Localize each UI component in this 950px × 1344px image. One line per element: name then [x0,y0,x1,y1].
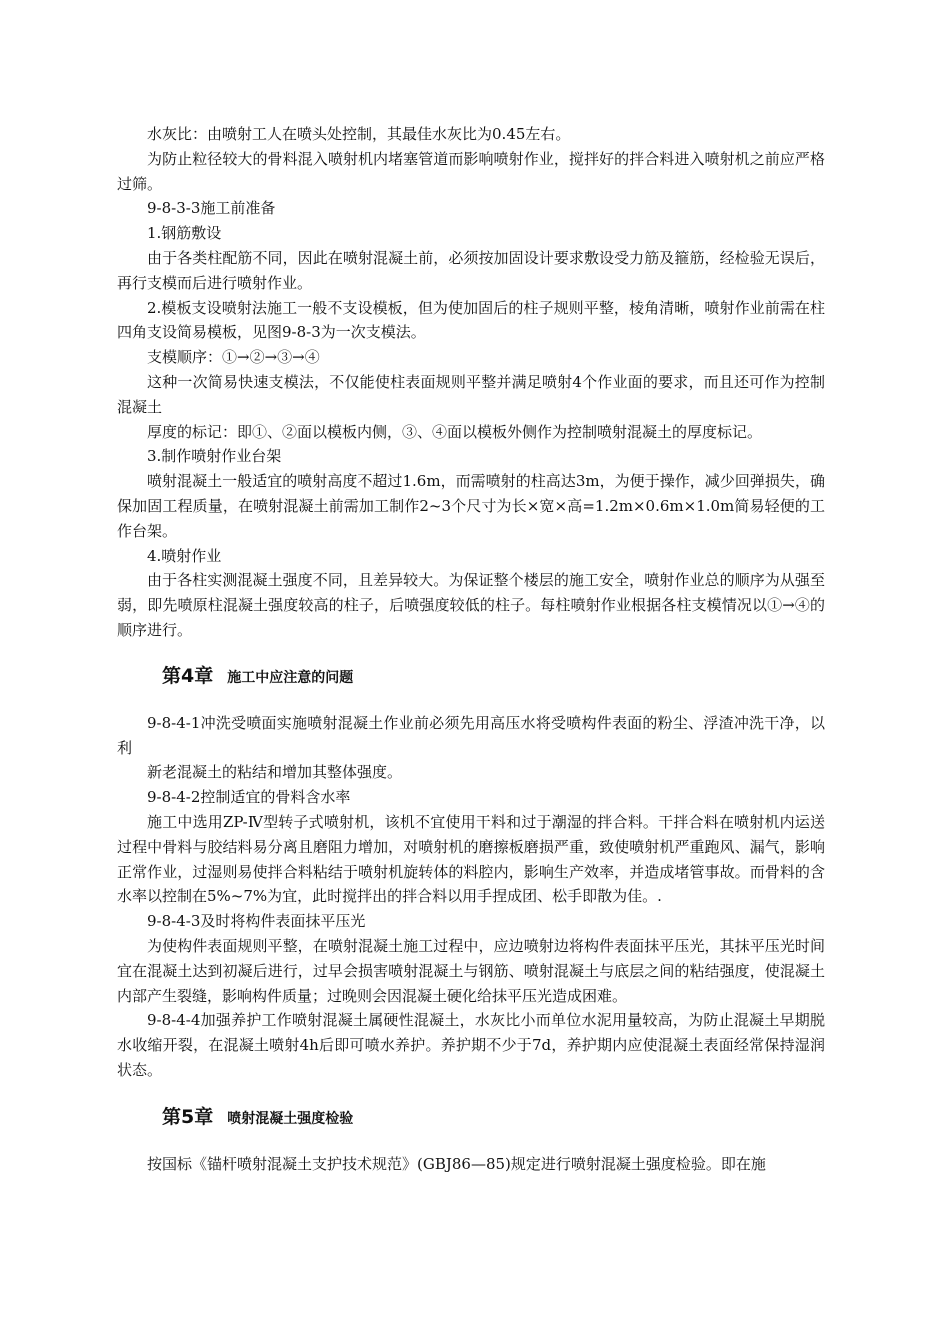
chapter-number: 第4章 [162,664,214,687]
chapter-title: 施工中应注意的问题 [227,669,354,686]
paragraph: 由于各类柱配筋不同，因此在喷射混凝土前，必须按加固设计要求敷设受力筋及箍筋，经检验无误后，再行支模而后进行喷射作业。 [117,248,825,292]
paragraph: 按国标《锚杆喷射混凝土支护技术规范》(GBJ86—85)规定进行喷射混凝土强度检验。即在施 [147,1154,766,1173]
paragraph: 9-8-4-3及时将构件表面抹平压光 [147,912,366,931]
paragraph: 4.喷射作业 [147,546,222,565]
paragraph: 为防止粒径较大的骨料混入喷射机内堵塞管道而影响喷射作业，搅拌好的拌合料进入喷射机之前应严格过筛。 [117,149,825,193]
chapter-title: 喷射混凝土强度检验 [227,1110,354,1127]
paragraph: 为使构件表面规则平整，在喷射混凝土施工过程中，应边喷射边将构件表面抹平压光，其抹平压光时间宜在混凝土达到初凝后进行，过早会损害喷射混凝土与钢筋、喷射混凝土与底层之间的粘结强度，使混凝土内部产生裂缝，影响构件质量；过晚则会因混凝土硬化给抹平压光造成困难。 [117,936,825,1005]
paragraph: 水灰比：由喷射工人在喷头处控制，其最佳水灰比为0.45左右。 [147,125,571,143]
document-body [117,122,825,1176]
paragraph: 厚度的标记：即①、②面以模板内侧，③、④面以模板外侧作为控制喷射混凝土的厚度标记。 [147,422,763,441]
chapter-4-heading [117,662,825,690]
paragraph: 由于各柱实测混凝土强度不同，且差异较大。为保证整个楼层的施工安全，喷射作业总的顺序为从强至弱，即先喷原柱混凝土强度较高的柱子，后喷强度较低的柱子。每柱喷射作业根据各柱支模情况以①→④的顺序进行。 [117,571,825,639]
paragraph: 9-8-3-3施工前准备 [147,199,276,218]
paragraph: 喷射混凝土一般适宜的喷射高度不超过1.6m，而需喷射的柱高达3m，为便于操作，减少回弹损失，确保加固工程质量，在喷射混凝土前需加工制作2~3个尺寸为长×宽×高=1.2m×0.6m×1.0m简易轻便的工作台架。 [117,472,825,540]
paragraph: 施工中选用ZP-Ⅳ型转子式喷射机，该机不宜使用干料和过于潮湿的拌合料。干拌合料在喷射机内运送过程中骨料与胶结料易分离且磨阻力增加，对喷射机的磨擦板磨损严重，致使喷射机严重跑风、漏气，影响正常作业，过湿则易使拌合料粘结于喷射机旋转体的料腔内，影响生产效率，并造成堵管事故。而骨料的含水率以控制在5%~7%为宜，此时搅拌出的拌合料以用手捏成团、松手即散为佳。. [117,812,825,906]
paragraph: 9-8-4-4加强养护工作喷射混凝土属硬性混凝土，水灰比小而单位水泥用量较高，为防止混凝土早期脱水收缩开裂，在混凝土喷射4h后即可喷水养护。养护期不少于7d，养护期内应使混凝土表面经常保持湿润状态。 [117,1011,825,1079]
paragraph: 支模顺序：①→②→③→④ [147,348,320,367]
paragraph: 2.模板支设喷射法施工一般不支设模板，但为使加固后的柱子规则平整，棱角清晰，喷射作业前需在柱四角支设简易模板，见图9-8-3为一次支模法。 [117,298,825,342]
chapter-number: 第5章 [162,1105,214,1128]
paragraph: 9-8-4-2控制适宜的骨料含水率 [147,788,351,807]
paragraph: 9-8-4-1冲洗受喷面实施喷射混凝土作业前必须先用高压水将受喷构件表面的粉尘、浮渣冲洗干净，以利 [117,713,825,757]
paragraph: 1.钢筋敷设 [147,224,222,243]
paragraph: 3.制作喷射作业台架 [147,447,282,466]
paragraph: 这种一次简易快速支模法，不仅能使柱表面规则平整并满足喷射4个作业面的要求，而且还可作为控制混凝土 [117,372,825,416]
chapter-5-heading [117,1103,825,1131]
paragraph: 新老混凝土的粘结和增加其整体强度。 [147,763,403,782]
